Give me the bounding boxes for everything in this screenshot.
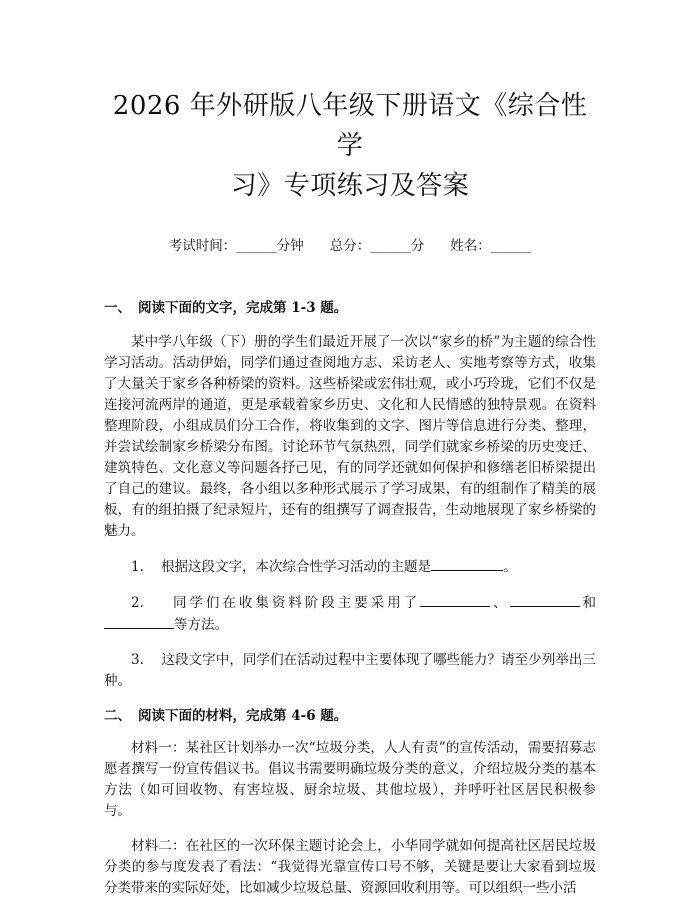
score-label: 总分： [329,238,371,254]
question-2-text: 同学们在收集资料阶段主要采用了 [172,595,421,611]
title-line-1: 2026 年外研版八年级下册语文《综合性学 [112,91,588,161]
question-1-answer-blank[interactable] [431,556,503,571]
score-unit: 分 [410,238,425,254]
section-1-number: 一、 [104,300,131,316]
section-2-number: 二、 [104,708,131,724]
time-label: 考试时间： [168,238,237,254]
question-2-sep-1: 、 [490,595,510,611]
time-unit: 分钟 [276,238,304,254]
question-2-number: 2. [131,595,144,611]
question-1 [104,556,596,578]
section-2-title: 阅读下面的材料，完成第 4-6 题。 [138,708,348,724]
question-2-sep-2: 和 [579,595,597,611]
exam-meta [104,236,596,256]
name-blank: ______ [490,238,532,254]
time-blank: ______ [236,238,277,254]
section-2-heading [104,706,596,726]
question-3-number: 3. [131,652,144,668]
score-blank: ______ [370,238,411,254]
question-2 [104,592,596,636]
question-2-blank-3[interactable] [104,614,174,629]
section-1-heading [104,298,596,318]
section-1-title: 阅读下面的文字，完成第 1-3 题。 [138,300,348,316]
question-1-end: 。 [503,559,517,575]
question-1-text: 根据这段文字，本次综合性学习活动的主题是 [161,559,432,575]
question-2-blank-1[interactable] [420,592,490,607]
section-1-passage: 某中学八年级（下）册的学生们最近开展了一次以“家乡的桥”为主题的综合性学习活动。活动伊始，同学们通过查阅地方志、采访老人、实地考察等方式，收集了大量关于家乡各种桥梁的资料。这些桥梁或宏伟壮观，或小巧玲珑，它们不仅是连接河流两岸的通道，更是承载着家乡历史、文化和人民情感的独特景观。在资料整理阶段，小组成员们分工合作，将收集到的文字、图片等信息进行分类、整理，并尝试绘制家乡桥梁分布图。讨论环节气氛热烈，同学们就家乡桥梁的历史变迁、建筑特色、文化意义等问题各抒己见，有的同学还就如何保护和修缮老旧桥梁提出了自己的建议。最终，各小组以多种形式展示了学习成果，有的组制作了精美的展板，有的组拍摄了纪录短片，还有的组撰写了调查报告，生动地展现了家乡桥梁的魅力。 [104,334,596,539]
material-1: 材料一：某社区计划举办一次“垃圾分类，人人有责”的宣传活动，需要招募志愿者撰写一份宣传倡议书。倡议书需要明确垃圾分类的意义，介绍垃圾分类的基本方法（如可回收物、有害垃圾、厨余垃圾、其他垃圾），并呼吁社区居民积极参与。 [104,740,596,819]
question-2-blank-2[interactable] [510,592,580,607]
question-3-text: 这段文字中，同学们在活动过程中主要体现了哪些能力？请至少列举出三种。 [104,652,597,689]
material-2: 材料二：在社区的一次环保主题讨论会上，小华同学就如何提高社区居民垃圾分类的参与度发表了看法：“我觉得光靠宣传口号不够，关键是要让大家看到垃圾分类带来的实际好处，比如减少垃圾总量、资源回收利用等。可以组织一些小活 [104,838,596,896]
title-line-2: 习》专项练习及答案 [230,171,470,201]
question-3 [104,650,596,692]
question-2-end: 等方法。 [174,617,228,633]
page-title [104,86,596,206]
name-label: 姓名： [450,238,491,254]
question-1-number: 1. [131,559,144,575]
